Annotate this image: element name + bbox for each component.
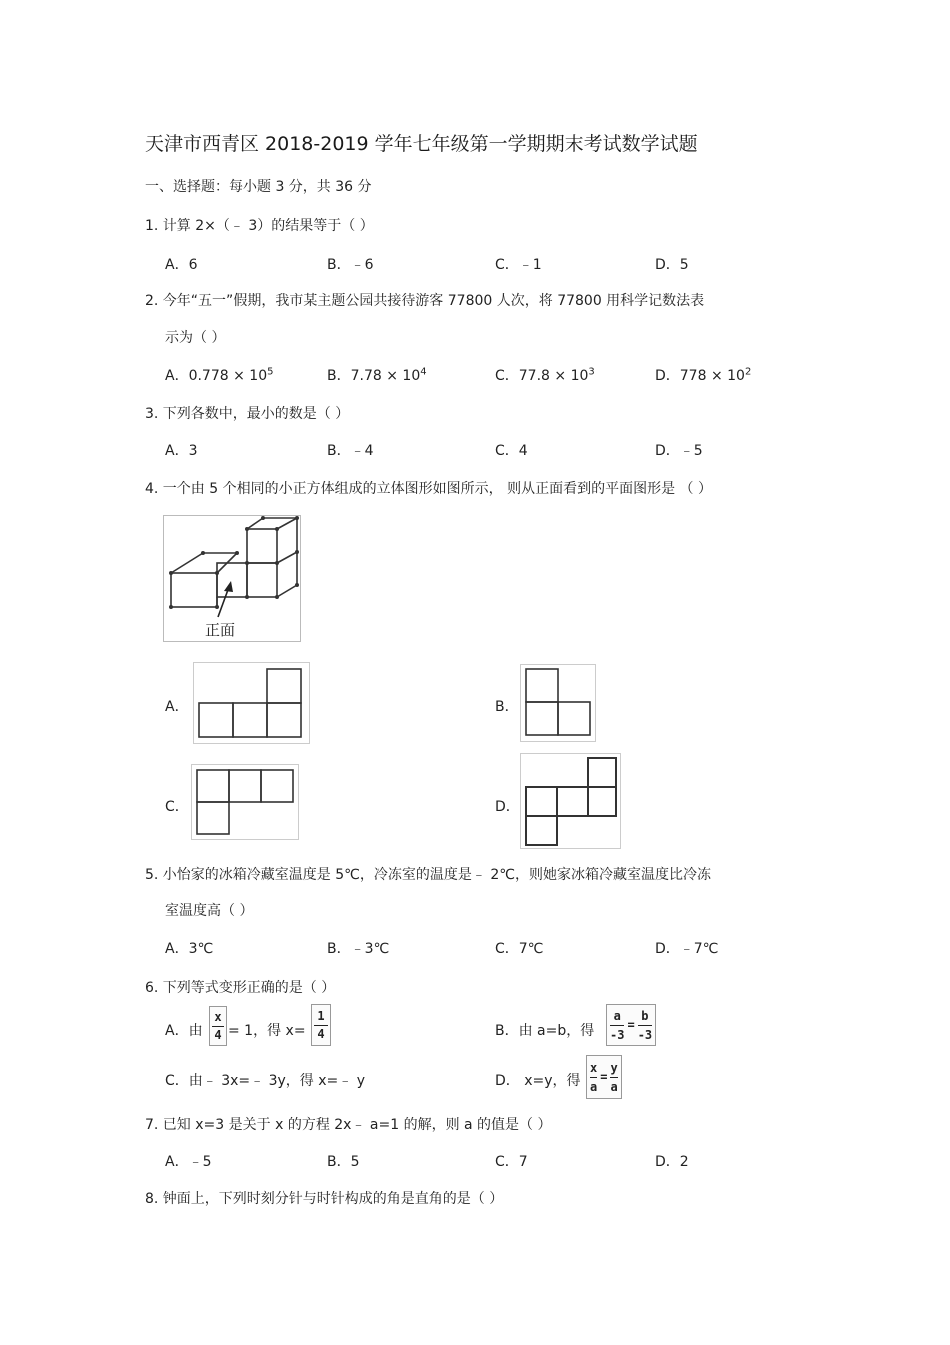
q4-option-d-label: D． xyxy=(495,799,520,815)
q5-option-b: B．﹣3℃ xyxy=(327,941,390,957)
question-1: 1. 计算 2×（﹣ 3）的结果等于（ ） xyxy=(145,218,374,234)
section-heading: 一、选择题：每小题 3 分，共 36 分 xyxy=(145,179,372,195)
q6-option-d-prefix: D． x=y，得 xyxy=(495,1073,581,1089)
q7-option-d: D．2 xyxy=(655,1154,689,1170)
q4-option-a-label: A． xyxy=(165,699,189,715)
q6-option-a-prefix: A．由 xyxy=(165,1023,203,1039)
q6-option-b-fractions: a -3 = b -3 xyxy=(606,1004,656,1046)
question-2-cont: 示为（ ） xyxy=(165,330,226,346)
q5-option-c: C．7℃ xyxy=(495,941,544,957)
q1-option-d: D．5 xyxy=(655,257,689,273)
q3-option-c: C．4 xyxy=(495,443,528,459)
page-title: 天津市西青区 2018-2019 学年七年级第一学期期末考试数学试题 xyxy=(145,133,698,155)
q4-option-b-figure xyxy=(520,664,596,742)
question-7: 7. 已知 x=3 是关于 x 的方程 2x﹣ a=1 的解，则 a 的值是（ ） xyxy=(145,1117,552,1133)
q7-option-b: B．5 xyxy=(327,1154,360,1170)
q3-option-b: B．﹣4 xyxy=(327,443,374,459)
q4-option-d-figure xyxy=(520,753,621,849)
question-5: 5. 小怡家的冰箱冷藏室温度是 5℃，冷冻室的温度是﹣ 2℃，则她家冰箱冷藏室温度比冷冻 xyxy=(145,867,711,883)
q6-option-a-fraction-2: 1 4 xyxy=(311,1004,331,1046)
q4-option-a-figure xyxy=(193,662,310,744)
question-3: 3. 下列各数中，最小的数是（ ） xyxy=(145,406,350,422)
q2-option-a: A．$0.778 \times 10^5$ xyxy=(165,366,274,384)
q6-option-a-middle: = 1，得 x= xyxy=(228,1023,306,1039)
q6-option-b-prefix: B．由 a=b，得 xyxy=(495,1023,595,1039)
q1-option-c: C．﹣1 xyxy=(495,257,542,273)
question-8: 8. 钟面上，下列时刻分针与时针构成的角是直角的是（ ） xyxy=(145,1191,504,1207)
q6-option-c: C．由﹣ 3x=﹣ 3y，得 x=﹣ y xyxy=(165,1073,365,1089)
q3-option-d: D．﹣5 xyxy=(655,443,703,459)
q6-option-a-fraction-1: x 4 xyxy=(209,1006,227,1046)
q5-option-a: A．3℃ xyxy=(165,941,214,957)
q1-option-a: A．6 xyxy=(165,257,198,273)
question-4: 4. 一个由 5 个相同的小正方体组成的立体图形如图所示， 则从正面看到的平面图形是 （ ） xyxy=(145,481,712,497)
question-5-cont: 室温度高（ ） xyxy=(165,903,254,919)
q7-option-a: A．﹣5 xyxy=(165,1154,212,1170)
q2-option-c: C．$77.8 \times 10^3$ xyxy=(495,366,595,384)
q2-option-d: D．$778 \times 10^2$ xyxy=(655,366,752,384)
q4-option-c-label: C． xyxy=(165,799,189,815)
cube-figure xyxy=(163,515,301,642)
q2-option-b: B．$7.78 \times 10^4$ xyxy=(327,366,427,384)
question-2: 2. 今年“五一”假期，我市某主题公园共接待游客 77800 人次，将 77800 用科学记数法表 xyxy=(145,293,705,309)
q4-option-b-label: B． xyxy=(495,699,519,715)
q5-option-d: D．﹣7℃ xyxy=(655,941,719,957)
q4-option-c-figure xyxy=(191,764,299,840)
q6-option-d-fractions: x a = y a xyxy=(586,1055,622,1099)
front-label: 正面 xyxy=(205,621,236,639)
question-6: 6. 下列等式变形正确的是（ ） xyxy=(145,980,336,996)
q7-option-c: C．7 xyxy=(495,1154,528,1170)
q1-option-b: B．﹣6 xyxy=(327,257,374,273)
q3-option-a: A．3 xyxy=(165,443,198,459)
